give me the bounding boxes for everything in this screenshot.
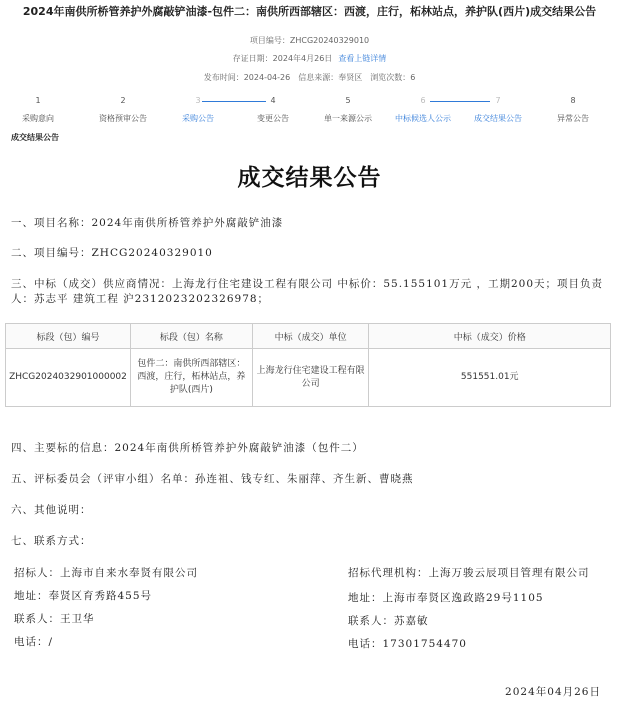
header-lot-number: 标段（包）编号: [6, 324, 131, 349]
agent-contact: [348, 566, 613, 660]
step-6[interactable]: 6 中标候选人公示: [395, 96, 451, 123]
project-number-row: [0, 35, 619, 46]
process-steps: [0, 95, 619, 129]
publish-label: 发布时间：: [203, 73, 244, 82]
header-price: 中标（成交）价格: [369, 324, 611, 349]
page-title: 2024年南供所桥管养护外腐敲铲油漆-包件二：南供所西部辖区：西渡，庄行，柘林站点，养护队(西片)成交结果公告: [22, 5, 597, 18]
views-label: 浏览次数：: [370, 73, 411, 82]
cell-lot-name: 包件二：南供所西部辖区：西渡，庄行，柘林站点，养护队(西片): [130, 349, 252, 407]
agent-contact-person: 联系人：苏嘉敏: [348, 615, 429, 627]
supplier-line: 三、中标（成交）供应商情况：上海龙行住宅建设工程有限公司 中标价：55.155101万元 ，工期200天；项目负责人：苏志平 建筑工程 沪2312023202326978；: [11, 278, 603, 305]
agent-name: 招标代理机构：上海万骏云辰项目管理有限公司: [348, 567, 590, 579]
deposit-label: 存证日期：: [232, 54, 273, 63]
step-2[interactable]: 2 资格预审公告: [99, 96, 147, 123]
header-winner: 中标（成交）单位: [252, 324, 369, 349]
step-4[interactable]: 4 变更公告: [257, 96, 289, 123]
main-item-line: 四、主要标的信息：2024年南供所桥管养护外腐敲铲油漆（包件二）: [11, 442, 364, 454]
project-number: ZHCG20240329010: [289, 36, 370, 45]
publish-time: 2024-04-26: [243, 73, 291, 82]
step-7[interactable]: 7 成交结果公告: [474, 96, 522, 123]
step-5[interactable]: 5 单一来源公示: [324, 96, 372, 123]
cell-winner: 上海龙行住宅建设工程有限公司: [252, 349, 369, 407]
buyer-phone: 电话：/: [14, 636, 54, 648]
project-number-line: 二、项目编号：ZHCG20240329010: [11, 247, 213, 259]
table-row: [6, 349, 611, 407]
cell-lot-number: ZHCG2024032901000002: [6, 349, 131, 407]
step-8[interactable]: 8 异常公告: [557, 96, 589, 123]
agent-address: 地址：上海市奉贤区逸政路29号1105: [348, 592, 544, 604]
buyer-contact-person: 联系人：王卫华: [14, 613, 95, 625]
agent-phone: 电话：17301754470: [348, 638, 467, 650]
buyer-address: 地址：奉贤区育秀路455号: [14, 590, 153, 602]
header-lot-name: 标段（包）名称: [130, 324, 252, 349]
cell-price: 551551.01元: [369, 349, 611, 407]
project-number-label: 项目编号：: [249, 36, 290, 45]
source-label: 信息来源：: [298, 73, 339, 82]
step-3[interactable]: 3 采购公告: [182, 96, 214, 123]
deposit-row: [0, 53, 619, 64]
contact-heading: 七、联系方式：: [11, 535, 92, 547]
buyer-contact: [14, 566, 314, 658]
buyer-name: 招标人：上海市自来水奉贤有限公司: [14, 567, 198, 579]
table-header-row: [6, 324, 611, 349]
other-notes-line: 六、其他说明：: [11, 504, 92, 516]
result-table: [5, 323, 611, 407]
notice-date: 2024年04月26日: [505, 686, 601, 698]
view-chain-link[interactable]: 查看上链详情: [338, 54, 387, 63]
notice-title: 成交结果公告: [237, 165, 382, 191]
views-count: 6: [410, 73, 416, 82]
deposit-date: 2024年4月26日: [272, 54, 333, 63]
section-tag: 成交结果公告: [11, 133, 59, 142]
source-value: 奉贤区: [338, 73, 363, 82]
project-name-line: 一、项目名称：2024年南供所桥管养护外腐敲铲油漆: [11, 217, 284, 229]
committee-line: 五、评标委员会（评审小组）名单：孙连祖、钱专红、朱丽萍、齐生新、曹晓燕: [11, 473, 414, 485]
publish-info-row: [0, 72, 619, 83]
step-1[interactable]: 1 采购意向: [22, 96, 54, 123]
